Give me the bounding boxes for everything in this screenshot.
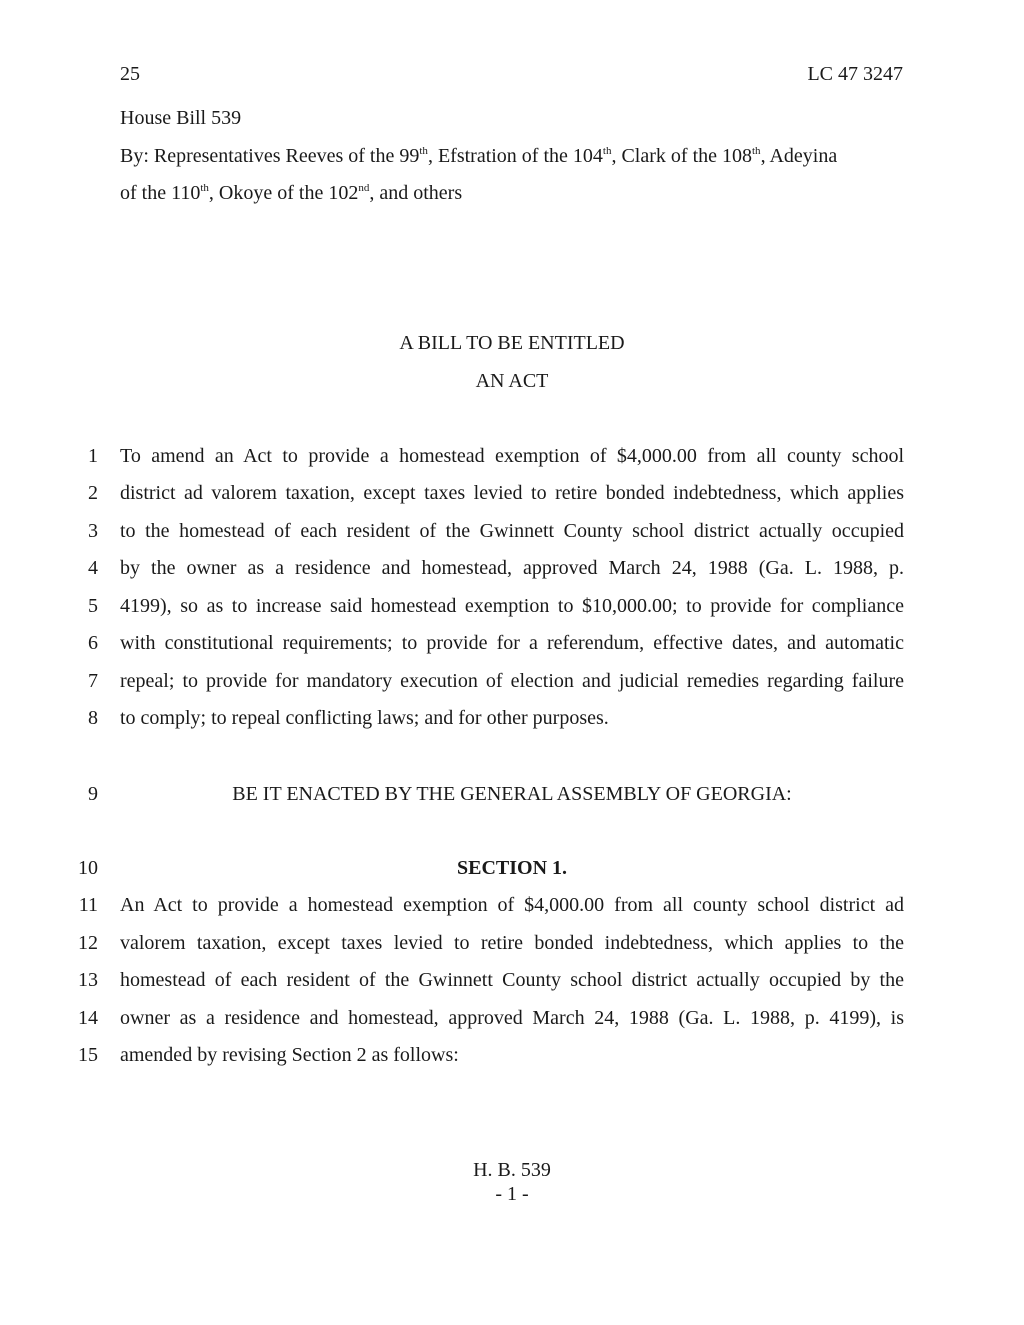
caption-line: with constitutional requirements; to provide for a referendum, effective dates, and automatic <box>120 632 904 654</box>
section-line: homestead of each resident of the Gwinnett County school district actually occupied by the <box>120 969 904 991</box>
caption-line: 4199), so as to increase said homestead exemption to $10,000.00; to provide for compliance <box>120 595 904 617</box>
sponsors-text: , Okoye of the 102 <box>208 182 359 204</box>
line-number: 14 <box>78 1007 98 1029</box>
ordinal-suffix: th <box>419 145 428 157</box>
bill-title-line-2: AN ACT <box>475 370 549 392</box>
sponsors-text: , Clark of the 108 <box>611 145 752 167</box>
line-number: 3 <box>88 520 98 542</box>
bill-number: House Bill 539 <box>120 107 242 129</box>
sponsors-text: , and others <box>369 182 463 204</box>
enacting-clause: BE IT ENACTED BY THE GENERAL ASSEMBLY OF GEORGIA: <box>232 783 792 805</box>
ordinal-suffix: th <box>752 145 761 157</box>
line-number: 11 <box>78 894 98 916</box>
line-number: 2 <box>88 482 98 504</box>
sponsors-text: of the 110 <box>120 182 201 204</box>
ordinal-suffix: nd <box>358 182 370 194</box>
line-number: 5 <box>88 595 98 617</box>
section-heading: SECTION 1. <box>456 857 568 879</box>
section-line: An Act to provide a homestead exemption of $4,000.00 from all county school district ad <box>120 894 904 916</box>
line-number: 15 <box>78 1044 98 1066</box>
caption-line: repeal; to provide for mandatory execution of election and judicial remedies regarding failure <box>120 670 904 692</box>
line-number: 1 <box>88 445 98 467</box>
lc-number: LC 47 3247 <box>807 63 903 85</box>
caption-line: district ad valorem taxation, except taxes levied to retire bonded indebtedness, which applies <box>120 482 904 504</box>
line-number: 8 <box>88 707 98 729</box>
session-number: 25 <box>120 63 140 85</box>
ordinal-suffix: th <box>602 145 612 157</box>
sponsors-line-1 <box>120 146 837 166</box>
sponsors-text: , Efstration of the 104 <box>427 145 603 167</box>
bill-title-line-1: A BILL TO BE ENTITLED <box>399 332 625 354</box>
sponsors-text: By: Representatives Reeves of the 99 <box>120 145 420 167</box>
caption-line: To amend an Act to provide a homestead exemption of $4,000.00 from all county school <box>120 445 904 467</box>
line-number: 9 <box>88 783 98 805</box>
section-line: owner as a residence and homestead, approved March 24, 1988 (Ga. L. 1988, p. 4199), is <box>120 1007 904 1029</box>
line-number: 10 <box>78 857 98 879</box>
line-number: 13 <box>78 969 98 991</box>
caption-line: to comply; to repeal conflicting laws; and for other purposes. <box>120 707 609 729</box>
ordinal-suffix: th <box>200 182 209 194</box>
page-number: - 1 - <box>495 1183 529 1205</box>
line-number: 7 <box>88 670 98 692</box>
line-number: 6 <box>88 632 98 654</box>
footer-bill-reference: H. B. 539 <box>473 1159 551 1181</box>
sponsors-line-2 <box>120 183 462 203</box>
line-number: 4 <box>88 557 98 579</box>
caption-line: to the homestead of each resident of the Gwinnett County school district actually occupied <box>120 520 904 542</box>
line-number: 12 <box>78 932 98 954</box>
sponsors-text: , Adeyina <box>760 145 838 167</box>
section-line: amended by revising Section 2 as follows: <box>120 1044 459 1066</box>
section-line: valorem taxation, except taxes levied to retire bonded indebtedness, which applies to the <box>120 932 904 954</box>
caption-line: by the owner as a residence and homestead, approved March 24, 1988 (Ga. L. 1988, p. <box>120 557 904 579</box>
